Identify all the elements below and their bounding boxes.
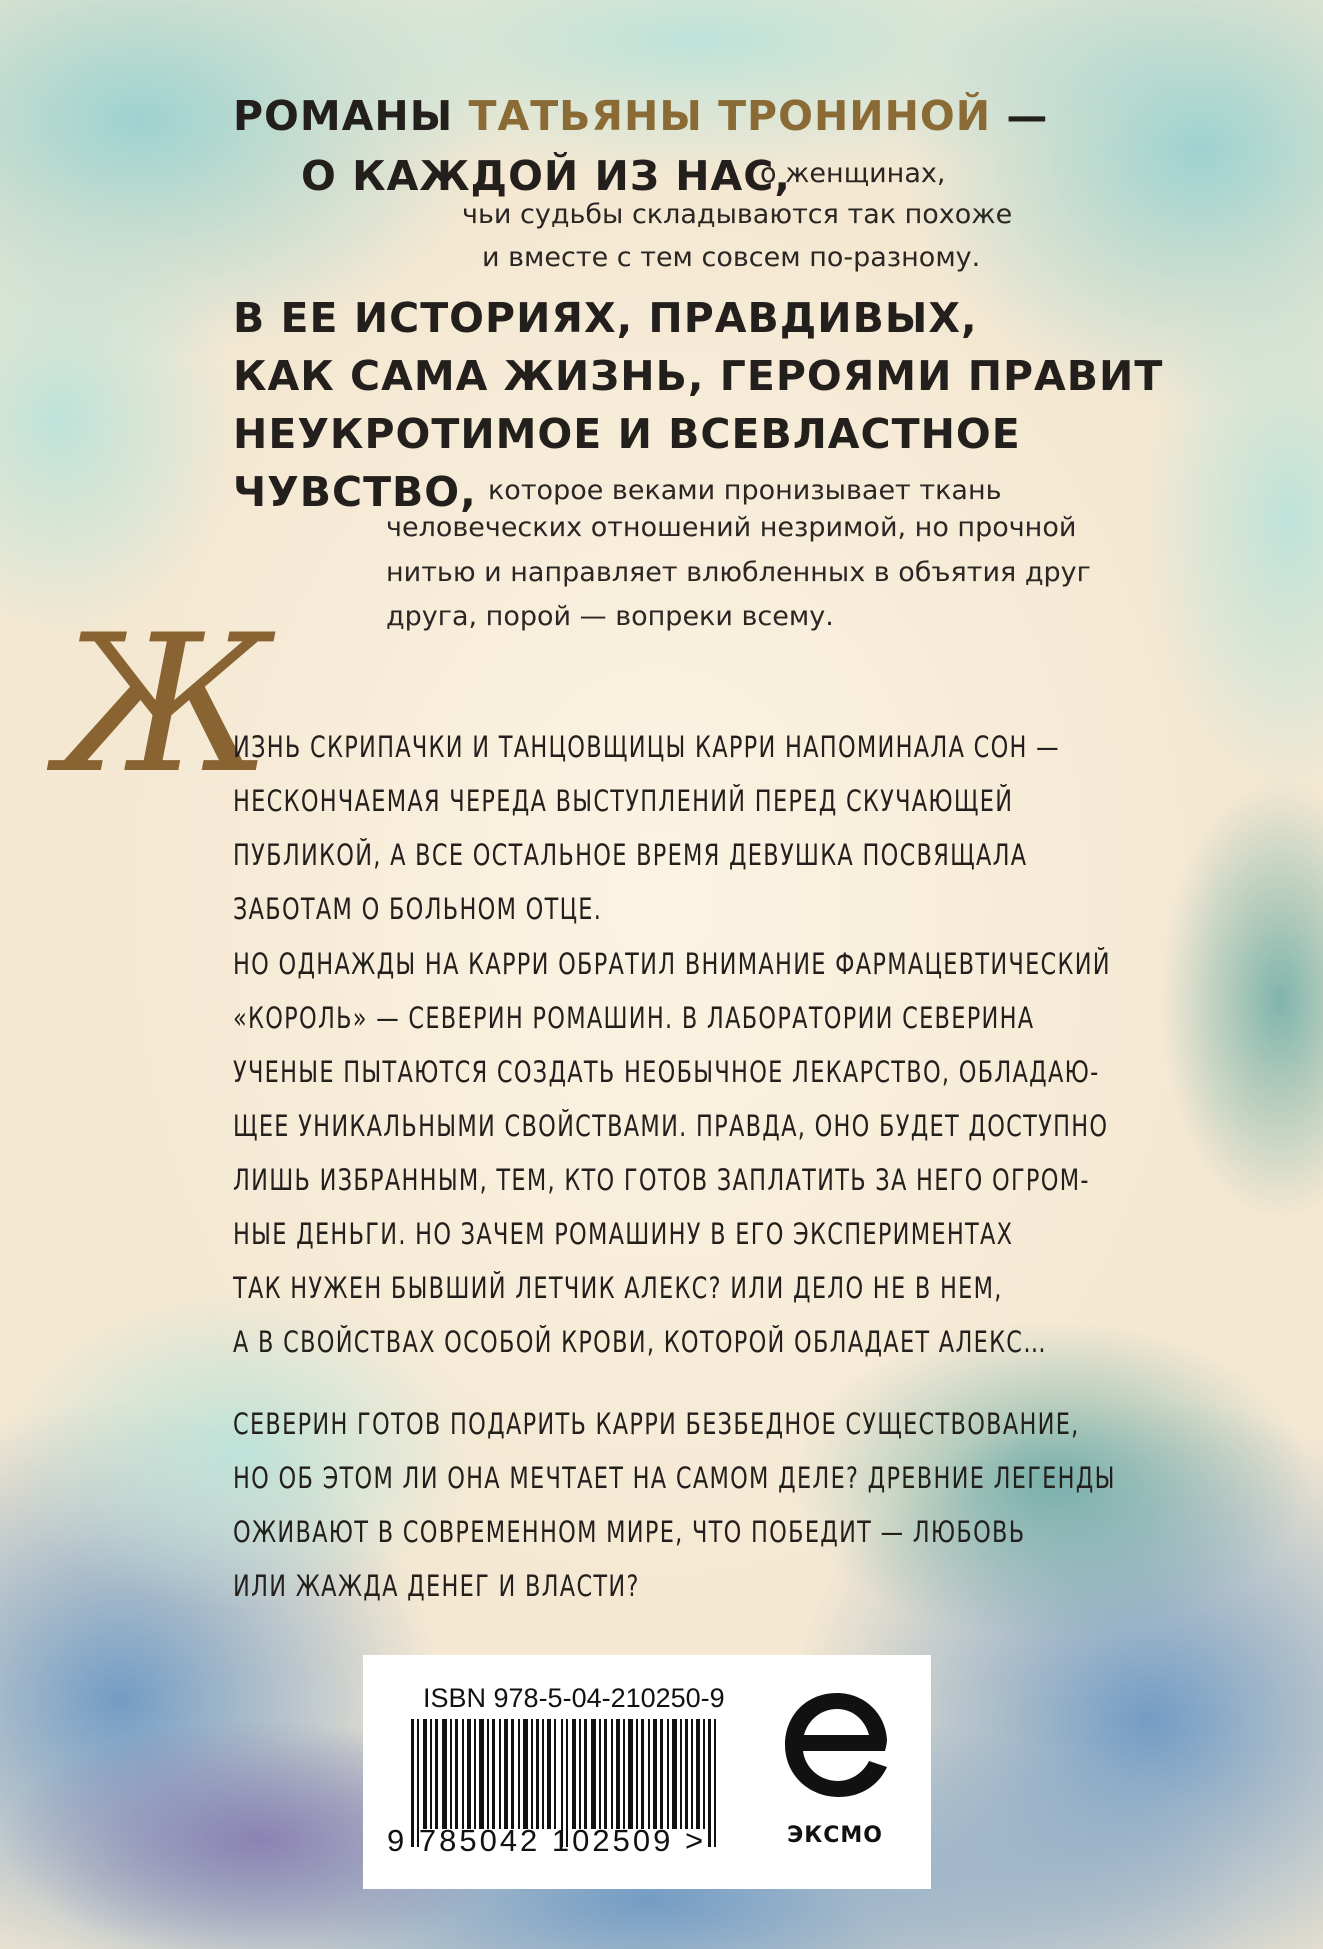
drop-cap: Ж bbox=[58, 594, 272, 815]
eksmo-logo-icon bbox=[781, 1689, 893, 1801]
feature-line-6: нитью и направляет влюбленных в объятия друг bbox=[386, 557, 1091, 588]
synopsis-paragraph-1 bbox=[233, 720, 1243, 936]
intro-line-2-small: о женщинах, bbox=[760, 158, 946, 189]
paragraph-line: НЫЕ ДЕНЬГИ. НО ЗАЧЕМ РОМАШИНУ В ЕГО ЭКСПЕРИМЕНТАХ bbox=[233, 1217, 1014, 1251]
paragraph-line: ТАК НУЖЕН БЫВШИЙ ЛЕТЧИК АЛЕКС? ИЛИ ДЕЛО НЕ В НЕМ, bbox=[233, 1271, 1003, 1305]
synopsis-paragraph-2 bbox=[233, 937, 1243, 1369]
feature-line-5: человеческих отношений незримой, но прочной bbox=[386, 512, 1077, 543]
feature-line-2: КАК САМА ЖИЗНЬ, ГЕРОЯМИ ПРАВИТ bbox=[233, 352, 1164, 400]
isbn-number: ISBN 978-5-04-210250-9 bbox=[423, 1683, 725, 1713]
paragraph-line: НО ОДНАЖДЫ НА КАРРИ ОБРАТИЛ ВНИМАНИЕ ФАРМАЦЕВТИЧЕСКИЙ bbox=[233, 947, 1111, 981]
paragraph-line: ЗАБОТАМ О БОЛЬНОМ ОТЦЕ. bbox=[233, 892, 603, 926]
feature-line-4-small: которое веками пронизывает ткань bbox=[488, 475, 1002, 506]
synopsis-paragraph-3 bbox=[233, 1397, 1243, 1613]
feature-line-7: друга, порой — вопреки всему. bbox=[386, 601, 834, 632]
paragraph-line: НО ОБ ЭТОМ ЛИ ОНА МЕЧТАЕТ НА САМОМ ДЕЛЕ? ДРЕВНИЕ ЛЕГЕНДЫ bbox=[233, 1461, 1116, 1495]
publisher-name: ЭКСМО bbox=[787, 1823, 883, 1848]
intro-text: РОМАНЫ bbox=[233, 92, 469, 140]
intro-line-3: чьи судьбы складываются так похоже bbox=[462, 199, 1013, 230]
paragraph-line: ЩЕЕ УНИКАЛЬНЫМИ СВОЙСТВАМИ. ПРАВДА, ОНО БУДЕТ ДОСТУПНО bbox=[233, 1109, 1109, 1143]
intro-line-2: О КАЖДОЙ ИЗ НАС, bbox=[301, 152, 791, 200]
paragraph-line: ИЗНЬ СКРИПАЧКИ И ТАНЦОВЩИЦЫ КАРРИ НАПОМИНАЛА СОН — bbox=[233, 730, 1060, 764]
paragraph-line: НЕСКОНЧАЕМАЯ ЧЕРЕДА ВЫСТУПЛЕНИЙ ПЕРЕД СКУЧАЮЩЕЙ bbox=[233, 784, 1014, 818]
paragraph-line: А В СВОЙСТВАХ ОСОБОЙ КРОВИ, КОТОРОЙ ОБЛАДАЕТ АЛЕКС… bbox=[233, 1325, 1047, 1359]
feature-line-1: В ЕЕ ИСТОРИЯХ, ПРАВДИВЫХ, bbox=[233, 294, 978, 342]
paragraph-line: «КОРОЛЬ» — СЕВЕРИН РОМАШИН. В ЛАБОРАТОРИИ СЕВЕРИНА bbox=[233, 1001, 1035, 1035]
intro-dash: — bbox=[991, 92, 1049, 140]
paragraph-line: УЧЕНЫЕ ПЫТАЮТСЯ СОЗДАТЬ НЕОБЫЧНОЕ ЛЕКАРСТВО, ОБЛАДАЮ- bbox=[233, 1055, 1100, 1089]
intro-line-1 bbox=[233, 92, 1048, 140]
paragraph-line: ОЖИВАЮТ В СОВРЕМЕННОМ МИРЕ, ЧТО ПОБЕДИТ — ЛЮБОВЬ bbox=[233, 1515, 1026, 1549]
barcode-digits: 9 785042 102509 > bbox=[387, 1823, 707, 1858]
paragraph-line: ИЛИ ЖАЖДА ДЕНЕГ И ВЛАСТИ? bbox=[233, 1569, 640, 1603]
paragraph-line: ПУБЛИКОЙ, А ВСЕ ОСТАЛЬНОЕ ВРЕМЯ ДЕВУШКА ПОСВЯЩАЛА bbox=[233, 838, 1028, 872]
intro-line-4: и вместе с тем совсем по-разному. bbox=[482, 242, 981, 273]
feature-line-3: НЕУКРОТИМОЕ И ВСЕВЛАСТНОЕ bbox=[233, 410, 1021, 458]
paragraph-line: СЕВЕРИН ГОТОВ ПОДАРИТЬ КАРРИ БЕЗБЕДНОЕ СУЩЕСТВОВАНИЕ, bbox=[233, 1407, 1080, 1441]
isbn-barcode-panel bbox=[363, 1655, 931, 1889]
feature-line-4: ЧУВСТВО, bbox=[233, 468, 477, 516]
paragraph-line: ЛИШЬ ИЗБРАННЫМ, ТЕМ, КТО ГОТОВ ЗАПЛАТИТЬ ЗА НЕГО ОГРОМ- bbox=[233, 1163, 1090, 1197]
author-name: ТАТЬЯНЫ ТРОНИНОЙ bbox=[468, 92, 992, 140]
